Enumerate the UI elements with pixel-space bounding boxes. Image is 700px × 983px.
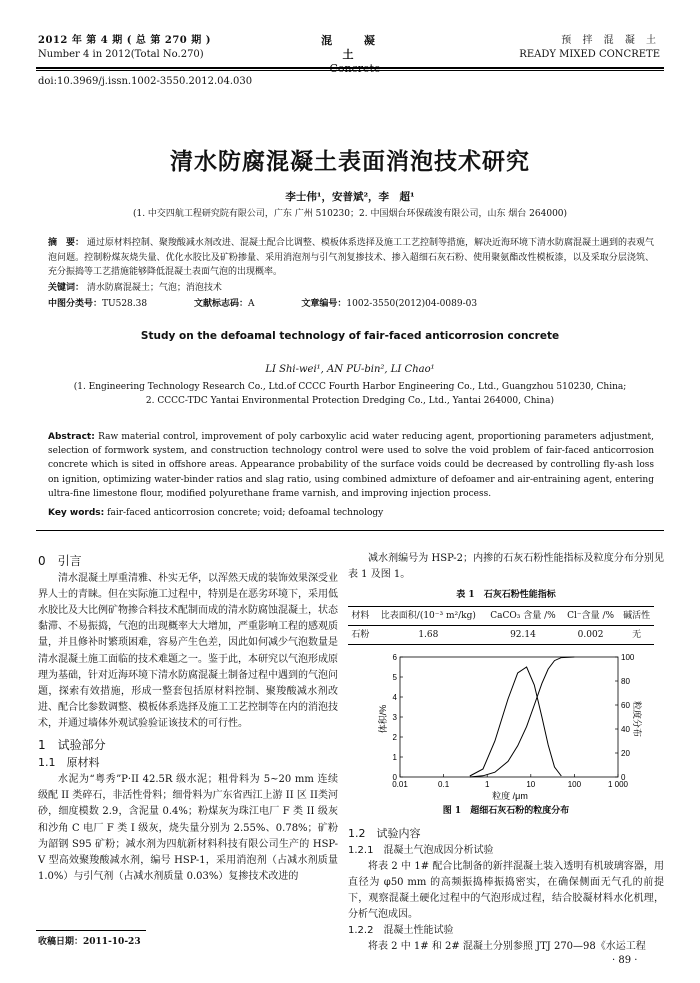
chart-y-right-tick-label: 20 (621, 749, 630, 759)
keywords-en-label: Key words: (48, 508, 105, 518)
section-1-2-2-text: 将表 2 中 1# 和 2# 混凝土分别参照 JTJ 270—98《水运工程 (368, 941, 646, 953)
issue-cn: 2012 年 第 4 期 ( 总 第 270 期 ) (38, 35, 211, 46)
section-1-1-heading: 1.1 原材料 (38, 756, 100, 770)
chart-y-left-tick-label: 2 (392, 733, 397, 743)
chart-xlabel: 粒度 /μm (492, 791, 528, 802)
received-value: 2011-10-23 (83, 937, 141, 947)
article-no-label: 文章编号： (301, 299, 347, 309)
paper-title-cn: 清水防腐混凝土表面消泡技术研究 (170, 149, 530, 175)
table-1-header: 比表面积/(10⁻³ m²/kg) (380, 611, 476, 622)
abstract-en-text: Raw material control, improvement of poly carboxylic acid water reducing agent, proportioning parameters adjustment, selection of formwork system, and construction technology control were used to solve the void problem of fair-faced anticorrosion concrete which is sited in offshore areas. Appearance probability of the surface voids could be decreased by controlling fly-ash loss on ignition, optimizing water-binder ratios and slag ratio, using combined admixture of defoamer and air-entraining agent, entering ultra-fine limestone flour, modified polyurethane frame varnish, and improving injection process. (48, 432, 654, 499)
received-label: 收稿日期： (38, 937, 84, 947)
table-1-header: 材料 (351, 611, 370, 622)
running-header-section (519, 34, 660, 62)
keywords-cn-label: 关键词： (48, 283, 85, 293)
affiliations-en (0, 380, 700, 408)
abstract-en (48, 430, 654, 501)
section-0-text: 清水混凝土厚重清雅、朴实无华，以浑然天成的装饰效果深受业界人士的青睐。但在实际施工过程中，特别是在恶劣环境下，采用低水胶比及大比例矿物掺合料技术配制而成的清水防腐蚀混凝土，状态黏滞、不易振捣，气泡的出现概率大大增加，严重影响工程的感观质量，并且修补时繁琐困难，容易产生色差，因此如何减少气泡数量是清水混凝土施工面临的技术难题之一。鉴于此，本研究以气泡形成原理为基础，针对近海环境下清水防腐混凝土制备过程中遇到的气泡问题，探索有效措施，形成一整套包括原材料控制、聚羧酸减水剂改进、配合比参数调整、模板体系选择及施工工艺控制等在内的消泡技术，并通过墙体外观试验验证该技术的可行性。 (38, 573, 338, 729)
chart-y-left-tick-label: 6 (392, 653, 397, 663)
doc-code-label: 文献标志码： (193, 299, 248, 309)
table-row (348, 626, 654, 645)
figure-1-caption: 图 1 超细石灰石粉的粒度分布 (442, 806, 570, 817)
abstract-cn-label: 摘 要： (48, 238, 85, 248)
header-rule-thin (36, 70, 664, 71)
article-no-value: 1002-3550(2012)04-0089-03 (346, 299, 478, 309)
keywords-en (48, 508, 383, 518)
affiliations-cn: (1. 中交四航工程研究院有限公司，广东 广州 510230；2. 中国烟台环保疏浚有限公司，山东 烟台 264000) (132, 209, 568, 219)
authors-cn: 李士伟¹，安普斌²，李 超¹ (285, 191, 415, 203)
chart-y-right-tick-label: 0 (621, 773, 626, 783)
body-right-column (348, 551, 664, 955)
section-1-2-1-heading: 1.2.1 混凝土气泡成因分析试验 (348, 844, 494, 856)
abstract-en-label: Abstract: (48, 432, 95, 442)
table-cell: 0.002 (577, 630, 604, 641)
chart-x-tick-label: 1 000 (607, 780, 629, 790)
clc-value: TU528.38 (102, 299, 148, 309)
table-1-header: 碱活性 (623, 611, 651, 622)
chart-y-right-tick-label: 100 (621, 653, 635, 663)
section-cn: 预 拌 混 凝 土 (561, 35, 660, 46)
table-1-header: CaCO₃ 含量 /% (490, 611, 556, 622)
figure-1-chart (348, 649, 664, 801)
affiliation-en-1: (1. Engineering Technology Research Co., Ltd.of CCCC Fourth Harbor Engineering Co., Ltd., Guangzhou 510230, China; (73, 382, 627, 392)
keywords-cn (48, 280, 222, 293)
journal-en (300, 62, 410, 76)
chart-x-tick-label: 0.01 (392, 780, 408, 790)
table-1-caption: 表 1 石灰石粉性能指标 (456, 590, 556, 601)
running-header-issue (38, 34, 211, 62)
section-1-heading: 1 试验部分 (38, 738, 106, 753)
page-number: · 89 · (612, 955, 638, 966)
chart-series-cumulative (470, 657, 575, 777)
chart-y-left-tick-label: 0 (392, 773, 397, 783)
doi: doi:10.3969/j.issn.1002-3550.2012.04.030 (38, 76, 253, 87)
section-0-heading: 0 引言 (38, 554, 82, 568)
chart-ylabel-left: 体积/% (378, 705, 388, 734)
chart-x-tick-label: 100 (567, 780, 582, 790)
section-1-2-2-heading: 1.2.2 混凝土性能试验 (348, 925, 454, 937)
table-1 (348, 606, 654, 645)
body-left-column (38, 551, 338, 885)
chart-y-left-tick-label: 4 (392, 693, 397, 703)
authors-en: LI Shi-wei¹, AN PU-bin², LI Chao¹ (265, 364, 435, 375)
journal-cn: 混 凝 土 (321, 34, 389, 61)
chart-y-right-tick-label: 80 (621, 677, 630, 687)
abstract-divider (36, 530, 664, 531)
table-1-header: Cl⁻含量 /% (567, 611, 615, 622)
section-1-1-text: 水泥为“粤秀”P·II 42.5R 级水泥；粗骨料为 5~20 mm 连续级配 II 类碎石，非活性骨料；细骨料为广东省西江上游 II 区 II类河砂，细度模数 2.9，含泥量 0.4%；粉煤灰为珠江电厂 F 类 II 级灰和沙角 C 电厂 F 类 I 级灰，烧失量分别为 2.55%、0.78%；矿粉为韶钢 S95 矿粉；减水剂为四航新材料科技有限公司生产的 HSP-V 型高效聚羧酸减水剂，编号 HSP-1，采用消泡剂（占减水剂质量 1.0%）与引气剂（占减水剂质量 0.03%）复掺技术改进的 (38, 774, 338, 882)
table-cell: 92.14 (510, 630, 536, 641)
table-cell: 1.68 (418, 630, 439, 641)
section-en: READY MIXED CONCRETE (519, 49, 660, 60)
affiliation-en-2: 2. CCCC-TDC Yantai Environmental Protection Dredging Co., Ltd., Yantai 264000, China) (145, 396, 555, 406)
table-cell: 石粉 (351, 630, 370, 641)
section-1-2-1-text: 将表 2 中 1# 配合比制备的新拌混凝土装入透明有机玻璃容器，用直径为 φ50 mm 的高频振捣棒振捣密实，在确保侧面无气孔的前提下，观察混凝土硬化过程中的气泡形成过程，结合胶凝材料水化机理，分析气泡成因。 (348, 860, 664, 921)
materials-continued-text: 减水剂编号为 HSP-2；内掺的石灰石粉性能指标及粒度分布分别见表 1 及图 1。 (348, 553, 664, 581)
issue-en: Number 4 in 2012(Total No.270) (38, 49, 204, 60)
chart-y-left-tick-label: 1 (392, 753, 397, 763)
clc-label: 中图分类号： (48, 299, 103, 309)
chart-y-left-tick-label: 5 (392, 673, 397, 683)
footnote-rule (36, 930, 146, 931)
abstract-cn-text: 通过原材料控制、聚羧酸减水剂改进、混凝土配合比调整、模板体系选择及施工工艺控制等措施，解决近海环境下清水防腐混凝土遇到的表观气泡问题。控制粉煤灰烧失量、优化水胶比及矿粉掺量、采用消泡剂与引气剂复掺技术、掺入超细石灰石粉、使用聚氨酯改性模板漆，以及采取分层浇筑、充分振捣等工艺措施能够降低混凝土表面气泡的出现概率。 (48, 238, 654, 277)
chart-ylabel-right: 粒度分布 (632, 701, 642, 738)
chart-y-left-tick-label: 3 (392, 713, 397, 723)
keywords-en-text: fair-faced anticorrosion concrete; void; defoamal technology (107, 508, 384, 518)
chart-x-tick-label: 10 (526, 780, 536, 790)
chart-x-tick-label: 1 (484, 780, 490, 790)
chart-y-right-tick-label: 40 (621, 725, 630, 735)
abstract-cn (48, 236, 654, 280)
chart-x-tick-label: 0.1 (438, 780, 450, 790)
doc-code-value: A (248, 299, 255, 309)
received-date (38, 934, 141, 947)
table-cell: 无 (632, 630, 642, 641)
chart-y-right-tick-label: 60 (621, 701, 630, 711)
classification-cn (48, 296, 654, 309)
header-rule (36, 67, 664, 69)
paper-title-en: Study on the defoamal technology of fair-faced anticorrosion concrete (140, 330, 560, 342)
chart-series-volume (470, 667, 562, 776)
section-1-2-heading: 1.2 试验内容 (348, 826, 421, 840)
keywords-cn-text: 清水防腐混凝土；气泡；消泡技术 (86, 283, 222, 293)
